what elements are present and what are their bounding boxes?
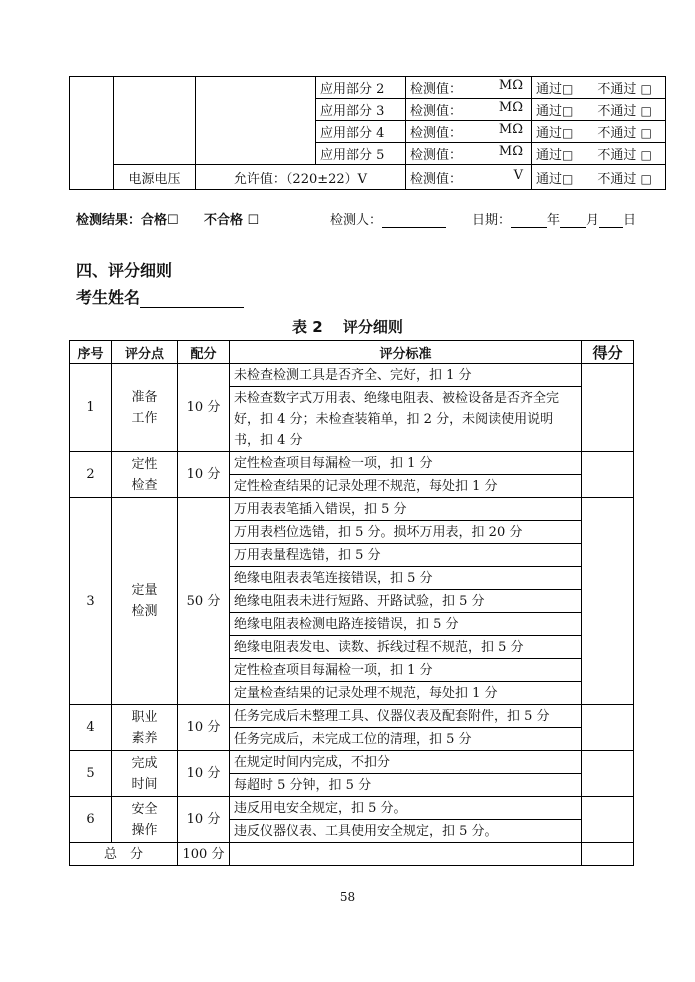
voltage-label: 电源电压 xyxy=(114,165,196,190)
score-input[interactable] xyxy=(582,452,634,498)
candidate-name-field[interactable]: 考生姓名 xyxy=(76,285,244,308)
result-pass-label: 检测结果：合格☐ xyxy=(76,213,179,228)
pass-fail-cell: 通过□ 不通过 □ xyxy=(532,99,666,121)
column-header: 配分 xyxy=(178,341,230,364)
scoring-point: 安全 操作 xyxy=(112,797,178,843)
pass-fail-cell: 通过□ 不通过 □ xyxy=(532,143,666,165)
inspection-table xyxy=(69,76,666,190)
measure-cell: 检测值： MΩ xyxy=(406,121,532,143)
measure-cell: 检测值： MΩ xyxy=(406,143,532,165)
part-label: 应用部分 3 xyxy=(316,99,406,121)
criteria-text: 任务完成后未整理工具、仪器仪表及配套附件，扣 5 分 xyxy=(230,705,582,728)
pass-fail-cell: 通过□ 不通过 □ xyxy=(532,165,666,190)
criteria-text: 未检查数字式万用表、绝缘电阻表、被检设备是否齐全完好，扣 4 分；未检查装箱单，扣 2 分，未阅读使用说明书，扣 4 分 xyxy=(230,387,582,452)
total-label: 总 分 xyxy=(70,843,178,866)
table-row xyxy=(70,364,634,387)
table-row xyxy=(70,705,634,728)
table-row xyxy=(70,77,666,99)
score-input[interactable] xyxy=(582,843,634,866)
row-number: 1 xyxy=(70,364,112,452)
criteria-text: 定性检查结果的记录处理不规范，每处扣 1 分 xyxy=(230,475,582,498)
criteria-text: 绝缘电阻表发电、读数、拆线过程不规范，扣 5 分 xyxy=(230,636,582,659)
column-header: 评分点 xyxy=(112,341,178,364)
criteria-text: 每超时 5 分钟，扣 5 分 xyxy=(230,774,582,797)
table-row xyxy=(70,498,634,521)
part-label: 应用部分 5 xyxy=(316,143,406,165)
allotted-score: 10 分 xyxy=(178,751,230,797)
row-number: 5 xyxy=(70,751,112,797)
pass-fail-cell: 通过□ 不通过 □ xyxy=(532,77,666,99)
scoring-point: 定量 检测 xyxy=(112,498,178,705)
criteria-text: 违反用电安全规定，扣 5 分。 xyxy=(230,797,582,820)
criteria-text: 绝缘电阻表表笔连接错误，扣 5 分 xyxy=(230,567,582,590)
score-input[interactable] xyxy=(582,498,634,705)
total-row xyxy=(70,843,634,866)
date-field[interactable]: 日期： 年 月 日 xyxy=(472,213,637,228)
measure-cell: 检测值： MΩ xyxy=(406,99,532,121)
row-number: 3 xyxy=(70,498,112,705)
allotted-score: 10 分 xyxy=(178,364,230,452)
criteria-text: 任务完成后，未完成工位的清理，扣 5 分 xyxy=(230,728,582,751)
column-header: 得分 xyxy=(582,341,634,364)
table-row xyxy=(70,751,634,774)
scoring-point: 准备 工作 xyxy=(112,364,178,452)
criteria-text: 在规定时间内完成，不扣分 xyxy=(230,751,582,774)
table-cell xyxy=(230,843,582,866)
allotted-score: 10 分 xyxy=(178,452,230,498)
criteria-text: 违反仪器仪表、工具使用安全规定，扣 5 分。 xyxy=(230,820,582,843)
table-row xyxy=(70,165,666,190)
allotted-score: 50 分 xyxy=(178,498,230,705)
criteria-text: 万用表档位选错，扣 5 分。损坏万用表，扣 20 分 xyxy=(230,521,582,544)
scoring-table xyxy=(69,340,634,866)
column-header: 序号 xyxy=(70,341,112,364)
score-input[interactable] xyxy=(582,751,634,797)
table-row xyxy=(70,452,634,475)
score-input[interactable] xyxy=(582,364,634,452)
criteria-text: 定性检查项目每漏检一项，扣 1 分 xyxy=(230,659,582,682)
table-header-row xyxy=(70,341,634,364)
criteria-text: 定性检查项目每漏检一项，扣 1 分 xyxy=(230,452,582,475)
part-label: 应用部分 2 xyxy=(316,77,406,99)
inspection-result-line xyxy=(76,207,656,229)
table-caption: 表 2 评分细则 xyxy=(292,318,403,336)
criteria-text: 绝缘电阻表未进行短路、开路试验，扣 5 分 xyxy=(230,590,582,613)
scoring-point: 职业 素养 xyxy=(112,705,178,751)
section-title: 四、评分细则 xyxy=(76,261,173,280)
allotted-score: 10 分 xyxy=(178,797,230,843)
score-input[interactable] xyxy=(582,797,634,843)
criteria-text: 未检查检测工具是否齐全、完好，扣 1 分 xyxy=(230,364,582,387)
measure-cell: 检测值： V xyxy=(406,165,532,190)
criteria-text: 绝缘电阻表检测电路连接错误，扣 5 分 xyxy=(230,613,582,636)
table-cell xyxy=(196,77,316,165)
criteria-text: 万用表表笔插入错误，扣 5 分 xyxy=(230,498,582,521)
table-cell xyxy=(70,77,114,190)
allotted-score: 10 分 xyxy=(178,705,230,751)
score-input[interactable] xyxy=(582,705,634,751)
page-number: 58 xyxy=(339,890,356,904)
row-number: 6 xyxy=(70,797,112,843)
row-number: 4 xyxy=(70,705,112,751)
criteria-text: 万用表量程选错，扣 5 分 xyxy=(230,544,582,567)
scoring-point: 完成 时间 xyxy=(112,751,178,797)
allowed-value: 允许值：（220±22）V xyxy=(196,165,406,190)
table-row xyxy=(70,797,634,820)
row-number: 2 xyxy=(70,452,112,498)
total-score: 100 分 xyxy=(178,843,230,866)
result-fail-label: 不合格 ☐ xyxy=(204,213,260,228)
part-label: 应用部分 4 xyxy=(316,121,406,143)
scoring-point: 定性 检查 xyxy=(112,452,178,498)
criteria-text: 定量检查结果的记录处理不规范，每处扣 1 分 xyxy=(230,682,582,705)
column-header: 评分标准 xyxy=(230,341,582,364)
measure-cell: 检测值： MΩ xyxy=(406,77,532,99)
pass-fail-cell: 通过□ 不通过 □ xyxy=(532,121,666,143)
inspector-field[interactable]: 检测人： xyxy=(330,209,446,228)
table-cell xyxy=(114,77,196,165)
